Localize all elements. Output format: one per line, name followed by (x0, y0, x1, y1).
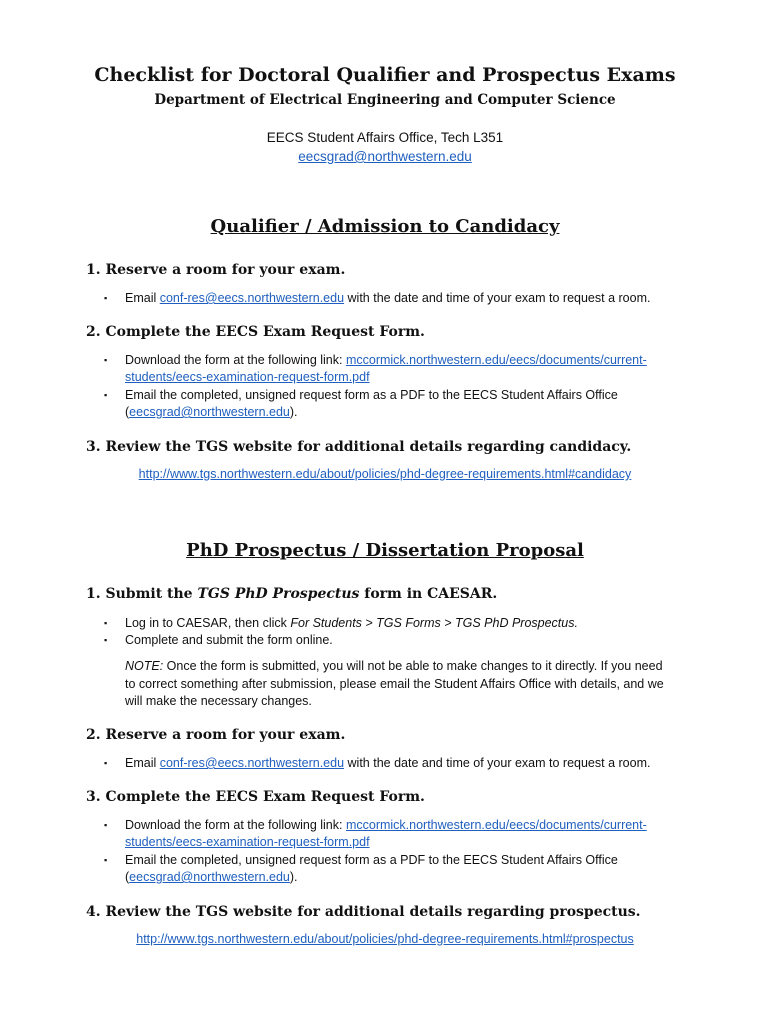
qualifier-step-3-heading: 3. Review the TGS website for additional details regarding candidacy. (86, 439, 632, 455)
eecsgrad-email-link[interactable]: eecsgrad@northwestern.edu (129, 405, 290, 419)
exam-form-link-part-2[interactable]: students/eecs-examination-request-form.pdf (125, 835, 370, 849)
conf-res-email-link[interactable]: conf-res@eecs.northwestern.edu (159, 291, 345, 305)
caesar-menu-path: For Students > TGS Forms > TGS PhD Prospectus. (290, 616, 578, 630)
bullet-text: Email the completed, unsigned request form as a PDF to the EECS Student Affairs Office (125, 853, 618, 867)
bullet-text: Download the form at the following link: (125, 818, 346, 832)
qualifier-step-1-heading: 1. Reserve a room for your exam. (86, 262, 346, 278)
bullet-text: Log in to CAESAR, then click (125, 616, 291, 630)
bullet-square-icon: ▪ (104, 390, 108, 400)
bullet-square-icon: ▪ (104, 635, 108, 645)
bullet-square-icon: ▪ (104, 293, 108, 303)
bullet-text: Complete and submit the form online. (125, 633, 333, 647)
exam-form-link-part-2[interactable]: students/eecs-examination-request-form.pdf (125, 370, 370, 384)
bullet-text: Email (125, 291, 160, 305)
bullet-text: Email (125, 756, 160, 770)
prospectus-note (125, 658, 685, 711)
step-heading-emphasis: TGS PhD Prospectus (197, 586, 360, 602)
step-heading-text: form in CAESAR. (359, 586, 498, 602)
bullet-text: with the date and time of your exam to request a room. (344, 291, 651, 305)
prospectus-url-line (0, 932, 770, 946)
bullet-square-icon: ▪ (104, 618, 108, 628)
bullet-square-icon: ▪ (104, 855, 108, 865)
office-email-line (0, 149, 770, 164)
office-location: EECS Student Affairs Office, Tech L351 (266, 130, 504, 145)
eecsgrad-email-link[interactable]: eecsgrad@northwestern.edu (129, 870, 290, 884)
prospectus-section-title: PhD Prospectus / Dissertation Proposal (186, 540, 584, 561)
tgs-prospectus-link[interactable]: http://www.tgs.northwestern.edu/about/policies/phd-degree-requirements.html#prospectus (136, 932, 634, 946)
exam-form-link-part-1[interactable]: mccormick.northwestern.edu/eecs/documents/current- (345, 818, 647, 832)
prospectus-step-1-heading (86, 586, 497, 602)
exam-form-link-part-1[interactable]: mccormick.northwestern.edu/eecs/documents/current- (345, 353, 647, 367)
qualifier-section-title: Qualifier / Admission to Candidacy (210, 216, 560, 237)
bullet-text: ( (125, 405, 130, 419)
bullet-square-icon: ▪ (104, 758, 108, 768)
candidacy-url-line (0, 467, 770, 481)
office-email-link[interactable]: eecsgrad@northwestern.edu (298, 149, 472, 164)
bullet-text: Download the form at the following link: (125, 353, 346, 367)
tgs-candidacy-link[interactable]: http://www.tgs.northwestern.edu/about/policies/phd-degree-requirements.html#candidacy (138, 467, 632, 481)
conf-res-email-link[interactable]: conf-res@eecs.northwestern.edu (159, 756, 345, 770)
bullet-text: ). (289, 870, 298, 884)
department-subtitle: Department of Electrical Engineering and Computer Science (154, 92, 616, 108)
step-heading-text: 1. Submit the (86, 586, 198, 602)
bullet-square-icon: ▪ (104, 820, 108, 830)
note-text: will make the necessary changes. (125, 694, 312, 708)
bullet-text: ( (125, 870, 130, 884)
bullet-text: with the date and time of your exam to request a room. (344, 756, 651, 770)
prospectus-step-3-heading: 3. Complete the EECS Exam Request Form. (86, 789, 425, 805)
note-text: to correct something after submission, please email the Student Affairs Office with details, and we (125, 676, 664, 691)
note-text: Once the form is submitted, you will not be able to make changes to it directly. If you need (163, 659, 663, 673)
document-title: Checklist for Doctoral Qualifier and Prospectus Exams (94, 64, 676, 86)
prospectus-step-4-heading: 4. Review the TGS website for additional details regarding prospectus. (86, 904, 641, 920)
prospectus-step-2-heading: 2. Reserve a room for your exam. (86, 727, 346, 743)
bullet-text: ). (289, 405, 298, 419)
bullet-text: Email the completed, unsigned request form as a PDF to the EECS Student Affairs Office (125, 388, 618, 402)
note-label: NOTE: (125, 659, 164, 673)
bullet-square-icon: ▪ (104, 355, 108, 365)
qualifier-step-2-heading: 2. Complete the EECS Exam Request Form. (86, 324, 425, 340)
